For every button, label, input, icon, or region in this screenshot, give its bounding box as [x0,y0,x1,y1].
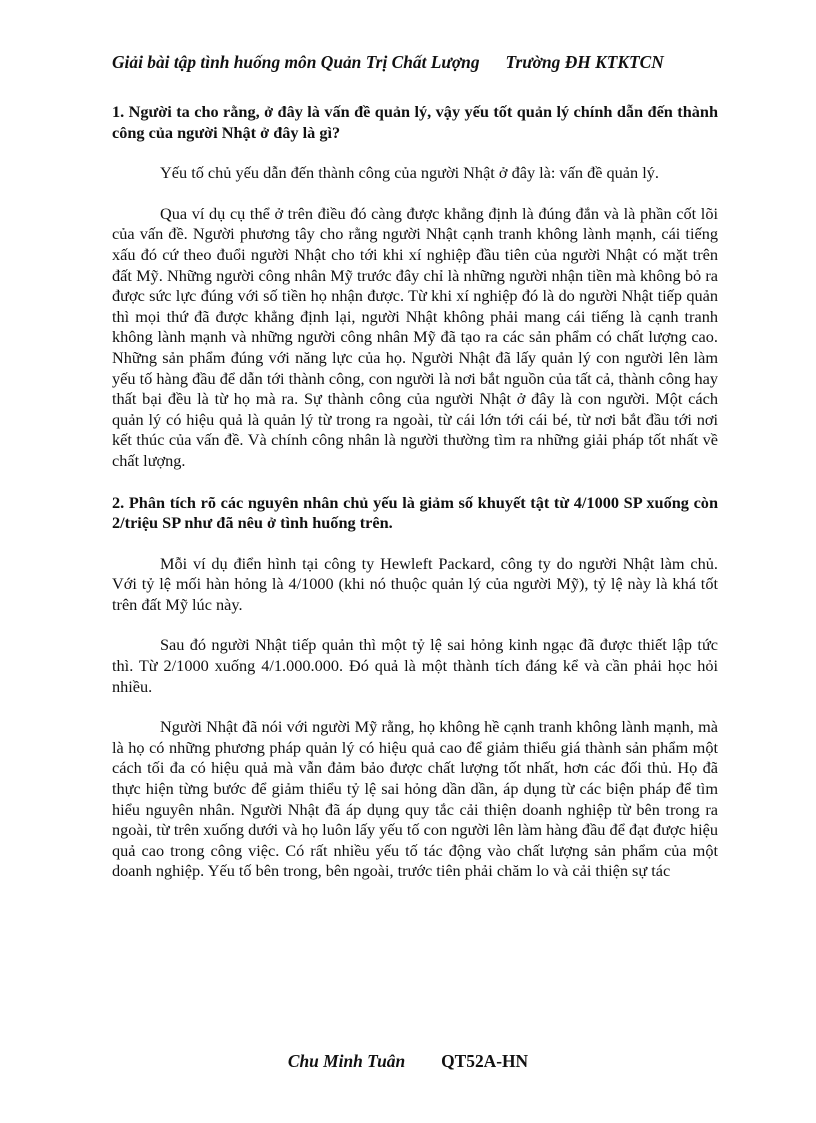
class-code: QT52A-HN [441,1051,529,1071]
question-1-paragraph-1: Yếu tố chủ yếu dẫn đến thành công của người Nhật ở đây là: vấn đề quản lý. [160,163,659,183]
page-header [112,52,712,73]
question-1-title: 1. Người ta cho rằng, ở đây là vấn đề quản lý, vậy yếu tốt quản lý chính dẫn đến thành công của người Nhật ở đây là gì? [112,102,718,142]
question-2-paragraph-2: Sau đó người Nhật tiếp quản thì một tỷ lệ sai hỏng kinh ngạc đã được thiết lập tức thì. Từ 2/1000 xuống 4/1.000.000. Đó quả là một thành tích đáng kể và cần phải học hỏi nhiều. [112,635,718,696]
question-2-title: 2. Phân tích rõ các nguyên nhân chủ yếu là giảm số khuyết tật từ 4/1000 SP xuống còn 2/triệu SP như đã nêu ở tình huống trên. [112,492,718,533]
course-title: Giải bài tập tình huống môn Quản Trị Chất Lượng [112,52,480,72]
question-1-paragraph-2: Qua ví dụ cụ thể ở trên điều đó càng được khẳng định là đúng đắn và là phần cốt lõi của vấn đề. Người phương tây cho rằng người Nhật cạnh tranh không lành mạnh, cái tiếng xấu đó cứ theo đuổi người Nhật cho tới khi xí nghiệp đầu tiên của người Nhật có mặt trên đất Mỹ. Những người công nhân Mỹ trước đây chỉ là những người nhận tiền mà không bỏ ra được sức lực đúng với số tiền họ nhận được. Từ khi xí nghiệp đó là do người Nhật tiếp quản thì mọi thứ đã được khẳng định lại, người Nhật không phải mang cái tiếng là cạnh tranh không lành mạnh và những người công nhân Mỹ đã tạo ra các sản phẩm có chất lượng cao. Những sản phẩm đúng với năng lực của họ. Người Nhật đã lấy quản lý con người lên làm yếu tố hàng đầu để dẫn tới thành công, con người là nơi bắt nguồn của tất cả, thành công hay thất bại đều là từ họ mà ra. Sự thành công của người Nhật ở đây là con người. Một cách quản lý có hiệu quả là quản lý từ trong ra ngoài, từ cái lớn tới cái bé, từ nơi bắt đầu tới nơi kết thúc của vấn đề. Và chính công nhân là người thường tìm ra những giải pháp tốt nhất về chất lượng. [112,203,718,470]
school-name: Trường ĐH KTKTCN [505,52,664,72]
author-name: Chu Minh Tuân [287,1051,406,1071]
question-2-paragraph-3: Người Nhật đã nói với người Mỹ rằng, họ không hề cạnh tranh không lành mạnh, mà là họ có những phương pháp quản lý có hiệu quả cao để giảm thiểu giá thành sản phẩm một cách tối đa có hiệu quả mà vẫn đảm bảo được chất lượng tốt nhất, hơn các đối thủ. Họ đã thực hiện từng bước để giảm thiểu tỷ lệ sai hỏng dần dần, áp dụng từ các biện pháp để tìm hiểu nguyên nhân. Người Nhật đã áp dụng quy tắc cải thiện doanh nghiệp từ bên trong ra ngoài, từ trên xuống dưới và họ luôn lấy yếu tố con người lên làm hàng đầu để đạt được hiệu quả cao trong công việc. Có rất nhiều yếu tố tác động vào chất lượng sản phẩm của một doanh nghiệp. Yếu tố bên trong, bên ngoài, trước tiên phải chăm lo và cải thiện sự tác [112,717,718,881]
page-footer [0,1051,816,1072]
document-body [112,102,718,882]
question-2-paragraph-1: Mỗi ví dụ điển hình tại công ty Hewleft Packard, công ty do người Nhật làm chủ. Với tỷ lệ mối hàn hỏng là 4/1000 (khi nó thuộc quản lý của người Mỹ), tỷ lệ này là khá tốt trên đất Mỹ lúc này. [112,553,718,614]
